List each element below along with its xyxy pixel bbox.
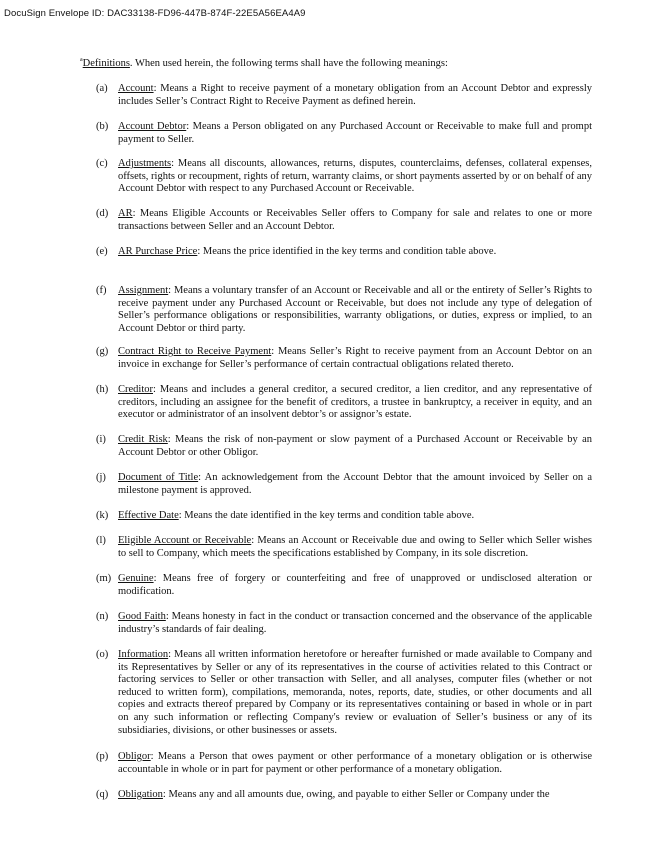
definition-ar-purchase-price [96, 246, 592, 259]
definition-term: AR Purchase Price [118, 246, 198, 257]
definition-ar [96, 208, 592, 233]
definition-body: : Means a Person that owes payment or other performance of a monetary obligation or is otherwise accountable in whole or in part for payment or other performance of a monetary obligation. [118, 751, 592, 775]
definition-body: : Means the risk of non-payment or slow payment of a Purchased Account or Receivable by an Account Debtor or other Obligor. [118, 434, 592, 458]
definition-label: (d) [96, 208, 109, 219]
definition-adjustments [96, 158, 592, 196]
definition-obligation [96, 789, 592, 802]
definition-term: Document of Title [118, 472, 199, 483]
definition-label: (n) [96, 611, 109, 622]
definition-label: (k) [96, 510, 109, 521]
definition-label: (g) [96, 346, 109, 357]
definition-label: (i) [96, 434, 106, 445]
definition-body: : Means a voluntary transfer of an Account or Receivable and all or the entirety of Seller’s Rights to receive payment under any Purchased Account or Receivable, but does not include any type of delegation of Seller’s performance obligations or responsibilities, warranty obligations, or duties, express or implied, to an Account Debtor or third party. [118, 285, 592, 334]
definition-body: : Means any and all amounts due, owing, and payable to either Seller or Company under the [162, 789, 550, 800]
definition-label: (a) [96, 83, 108, 94]
definition-term: Effective Date [118, 510, 179, 521]
definition-term: Adjustments [118, 158, 172, 169]
definition-term: Contract Right to Receive Payment [118, 346, 272, 357]
definition-term: Account Debtor [118, 121, 187, 132]
definition-body: : Means all discounts, allowances, returns, disputes, counterclaims, defenses, collateral expenses, offsets, rights or recoupment, rights of return, warranty claims, or short payments asserted by or on behalf of any Account Debtor with respect to any Purchased Account or Receivable. [118, 158, 592, 195]
definition-genuine [96, 573, 592, 598]
definition-body: : Means all written information heretofore or hereafter furnished or made available to Company and its Representatives by Seller or any of its representatives in the course of activities related to this Contract or factoring services to Seller or other transaction with Seller, and all analyses, computer files (whether or not reduced to written form), compilations, memoranda, notes, reports, date, studies, or other documents and all copies and extracts thereof prepared by Company or its representatives containing or based in whole or in part on any such information or reflecting Company's review or evaluation of Seller’s business or any of its subsidiaries, divisions, or other businesses or assets. [118, 649, 592, 736]
definition-term: Information [118, 649, 169, 660]
definition-contract-right [96, 346, 592, 371]
definition-label: (f) [96, 285, 107, 296]
definition-term: Obligor [118, 751, 151, 762]
definition-term: Creditor [118, 384, 153, 395]
definition-label: (c) [96, 158, 108, 169]
definitions-intro: . When used herein, the following terms shall have the following meanings: [129, 58, 448, 69]
definition-body: : An acknowledgement from the Account Debtor that the amount invoiced by Seller on a milestone payment is approved. [118, 472, 592, 496]
definitions-heading [80, 58, 448, 69]
definition-label: (q) [96, 789, 109, 800]
definition-effective-date [96, 510, 592, 523]
definition-label: (h) [96, 384, 109, 395]
definition-term: Obligation [118, 789, 163, 800]
definitions-title: Definitions [82, 58, 130, 69]
definition-body: : Means an Account or Receivable due and owing to Seller which Seller wishes to sell to Company, which meets the specifications established by Company, in its sole discretion. [118, 535, 592, 559]
definition-term: Good Faith [118, 611, 166, 622]
definition-document-of-title [96, 472, 592, 497]
definition-account-debtor [96, 121, 592, 146]
definition-label: (b) [96, 121, 109, 132]
definition-term: Credit Risk [118, 434, 168, 445]
definition-creditor [96, 384, 592, 422]
definition-body: : Means the date identified in the key terms and condition table above. [178, 510, 475, 521]
definition-body: : Means a Person obligated on any Purchased Account or Receivable to make full and prompt payment to Seller. [118, 121, 592, 145]
definition-term: Genuine [118, 573, 154, 584]
definition-label: (m) [96, 573, 112, 584]
definition-label: (e) [96, 246, 108, 257]
definition-eligible-account [96, 535, 592, 560]
definition-term: Assignment [118, 285, 169, 296]
definition-term: AR [118, 208, 133, 219]
definition-good-faith [96, 611, 592, 636]
definition-label: (o) [96, 649, 109, 660]
definition-obligor [96, 751, 592, 776]
definition-body: : Means free of forgery or counterfeiting and free of unapproved or undisclosed alteration or modification. [118, 573, 592, 597]
definition-body: : Means Seller’s Right to receive payment from an Account Debtor on an invoice in exchange for Seller’s performance of certain contractual obligations related thereto. [118, 346, 593, 370]
definition-account [96, 83, 592, 108]
definition-assignment [96, 285, 592, 335]
definition-body: : Means Eligible Accounts or Receivables Seller offers to Company for sale and relates to one or more transactions between Seller and an Account Debtor. [118, 208, 592, 232]
definition-body: : Means and includes a general creditor, a secured creditor, a lien creditor, and any representative of creditors, including an assignee for the benefit of creditors, a trustee in bankruptcy, a receiver in equity, and an executor or administrator of an insolvent debtor’s or assignor’s estate. [118, 384, 592, 421]
definition-credit-risk [96, 434, 592, 459]
definition-term: Eligible Account or Receivable [118, 535, 252, 546]
docusign-envelope-id: DocuSign Envelope ID: DAC33138-FD96-447B-874F-22E5A56EA4A9 [4, 8, 306, 19]
definition-label: (p) [96, 751, 109, 762]
definition-body: : Means the price identified in the key terms and condition table above. [197, 246, 497, 257]
definition-body: : Means honesty in fact in the conduct or transaction concerned and the observance of the applicable industry’s standards of fair dealing. [118, 611, 592, 635]
section-marker: a [80, 57, 83, 63]
definition-body: : Means a Right to receive payment of a monetary obligation from an Account Debtor and expressly includes Seller’s Contract Right to Receive Payment as defined herein. [118, 83, 592, 107]
definition-label: (j) [96, 472, 106, 483]
definition-label: (l) [96, 535, 106, 546]
definition-term: Account [118, 83, 154, 94]
definition-information [96, 649, 592, 737]
